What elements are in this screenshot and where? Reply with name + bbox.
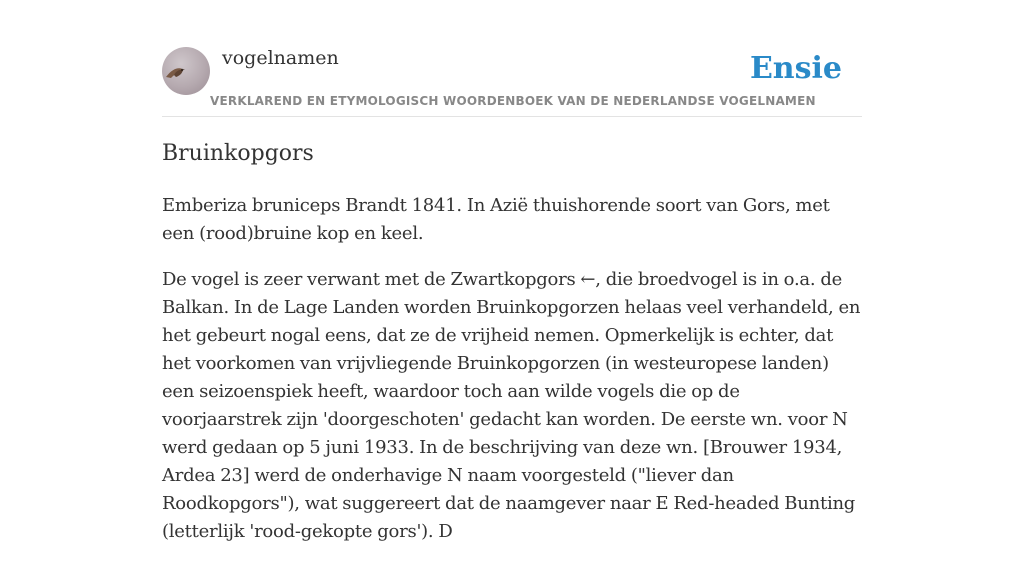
site-header	[162, 40, 862, 117]
entry-title: Bruinkopgors	[162, 141, 314, 166]
bird-photo-icon	[162, 47, 210, 95]
ensie-logo-link[interactable]: Ensie	[749, 51, 842, 86]
site-tagline: VERKLAREND EN ETYMOLOGISCH WOORDENBOEK VAN DE NEDERLANDSE VOGELNAMEN	[210, 94, 816, 108]
site-name[interactable]: vogelnamen	[222, 47, 339, 69]
entry-paragraph	[162, 266, 862, 546]
paragraph-text: De vogel is zeer verwant met de Zwartkopgors	[162, 269, 581, 290]
site-avatar[interactable]	[162, 47, 210, 95]
cross-reference-arrow-link[interactable]: ←	[580, 269, 596, 290]
entry-paragraph: Emberiza bruniceps Brandt 1841. In Azië thuishorende soort van Gors, met een (rood)bruine kop en keel.	[162, 195, 830, 244]
paragraph-text: , die broedvogel is in o.a. de Balkan. In de Lage Landen worden Bruinkopgorzen helaas veel verhandeld, en het gebeurt nogal eens, dat ze de vrijheid nemen. Opmerkelijk is echter, dat het voorkomen van vrijvliegende Bruinkopgorzen (in westeuropese landen) een seizoenspiek heeft, waardoor toch aan wilde vogels die op de voorjaarstrek zijn 'doorgeschoten' gedacht kan worden. De eerste wn. voor N werd gedaan op 5 juni 1933. In de beschrijving van deze wn. [Brouwer 1934, Ardea 23] werd de onderhavige N naam voorgesteld ("liever dan Roodkopgors"), wat suggereert dat de naamgever naar E Red-headed Bunting (letterlijk 'rood-gekopte gors'). D	[162, 269, 861, 542]
entry-content	[162, 138, 862, 564]
